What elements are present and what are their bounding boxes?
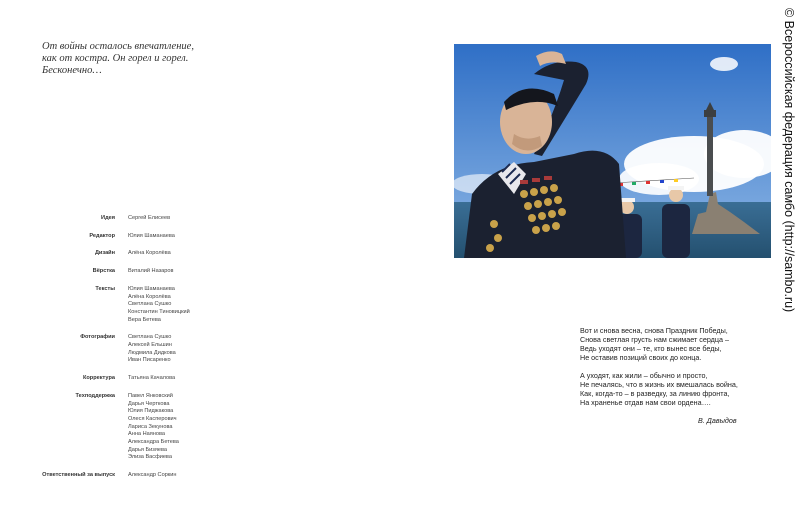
- credit-name: Юлия Шаманаева: [128, 232, 175, 239]
- credit-role: Тексты: [95, 285, 115, 292]
- credit-names: [128, 286, 190, 325]
- credit-name: Светлана Сушко: [128, 301, 172, 308]
- credit-name: Иван Писаренко: [128, 357, 171, 364]
- credit-name: Виталий Назаров: [128, 268, 174, 275]
- poem-line: А уходят, как жили – обычно и просто,: [580, 371, 708, 380]
- credits-list: [30, 215, 230, 490]
- credit-name: Александра Бетева: [128, 439, 179, 446]
- credit-role: Редактор: [89, 232, 115, 239]
- credit-role: Фотографии: [80, 334, 115, 341]
- credit-name: Лариса Зекунова: [128, 423, 173, 430]
- credit-row: [30, 286, 230, 325]
- credit-name: Дарья Черткова: [128, 400, 170, 407]
- credit-name: Александр Соркин: [128, 472, 177, 479]
- credit-names: [128, 393, 179, 462]
- poem-line: На храненье отдав нам свои ордена….: [580, 398, 711, 407]
- poem-author: В. Давыдов: [698, 416, 737, 425]
- poem-stanza: [580, 371, 760, 407]
- poem-line: Не оставив позиций своих до конца.: [580, 353, 702, 362]
- credit-name: Людмила Дидкова: [128, 349, 176, 356]
- credit-row: [30, 375, 230, 383]
- veteran-photo-illustration: [454, 44, 771, 258]
- epigraph-line: как от костра. Он горел и горел.: [42, 53, 189, 64]
- credit-name: Алексей Ельшин: [128, 342, 172, 349]
- epigraph: [42, 41, 242, 77]
- poem-line: Как, когда-то – в разведку, за линию фронта,: [580, 389, 730, 398]
- poem-line: Вот и снова весна, снова Праздник Победы,: [580, 326, 728, 335]
- poem-stanza: [580, 326, 760, 362]
- credit-role: Идея: [101, 215, 115, 221]
- credit-row: [30, 393, 230, 462]
- credit-role: Ответственный за выпуск: [42, 472, 115, 479]
- credit-name: Константин Тиновицкий: [128, 308, 190, 315]
- credit-name: Павел Янковский: [128, 392, 173, 399]
- credit-name: Сергей Елисеев: [128, 215, 171, 221]
- copyright-notice: © Всероссийская федерация самбо (http://sambo.ru): [782, 8, 796, 313]
- credit-row: [30, 268, 230, 276]
- poem-line: Снова светлая грусть нам сжимает сердца –: [580, 335, 729, 344]
- credit-row: [30, 233, 230, 241]
- credit-names: [128, 215, 170, 223]
- veteran-photo: [454, 44, 771, 258]
- poem-line: Ведь уходят они – те, кто вынес все беды,: [580, 344, 722, 353]
- credit-names: [128, 375, 175, 383]
- credit-names: [128, 268, 174, 276]
- poem-line: Не печалясь, что в жизнь их вмешалась война,: [580, 380, 738, 389]
- credit-name: Дарья Бизяева: [128, 446, 168, 453]
- credit-name: Алёна Королёва: [128, 293, 171, 300]
- credit-name: Светлана Сушко: [128, 334, 172, 341]
- credit-names: [128, 250, 171, 258]
- credit-name: Анна Наянова: [128, 431, 165, 438]
- credit-name: Юлия Шаманаева: [128, 285, 175, 292]
- credit-row: [30, 215, 230, 223]
- credit-row: [30, 250, 230, 258]
- credit-name: Олеся Касперович: [128, 415, 177, 422]
- credit-row: [30, 472, 230, 480]
- credit-name: Юлия Пиджакова: [128, 408, 174, 415]
- credit-role: Дизайн: [94, 250, 115, 257]
- credit-name: Татьяна Качалова: [128, 375, 176, 382]
- credit-name: Вера Бетева: [128, 316, 161, 323]
- credit-role: Вёрстка: [92, 268, 115, 275]
- epigraph-line: От войны осталось впечатление,: [42, 41, 194, 52]
- credit-names: [128, 233, 175, 241]
- credit-role: Техподдержка: [75, 392, 115, 399]
- poem: [580, 326, 760, 416]
- credit-names: [128, 334, 176, 365]
- credit-name: Элиза Васфиева: [128, 454, 172, 461]
- credit-role: Корректура: [82, 375, 115, 382]
- credit-row: [30, 334, 230, 365]
- credit-name: Алёна Королёва: [128, 250, 171, 257]
- credit-names: [128, 472, 176, 480]
- epigraph-line: Бесконечно…: [42, 65, 102, 76]
